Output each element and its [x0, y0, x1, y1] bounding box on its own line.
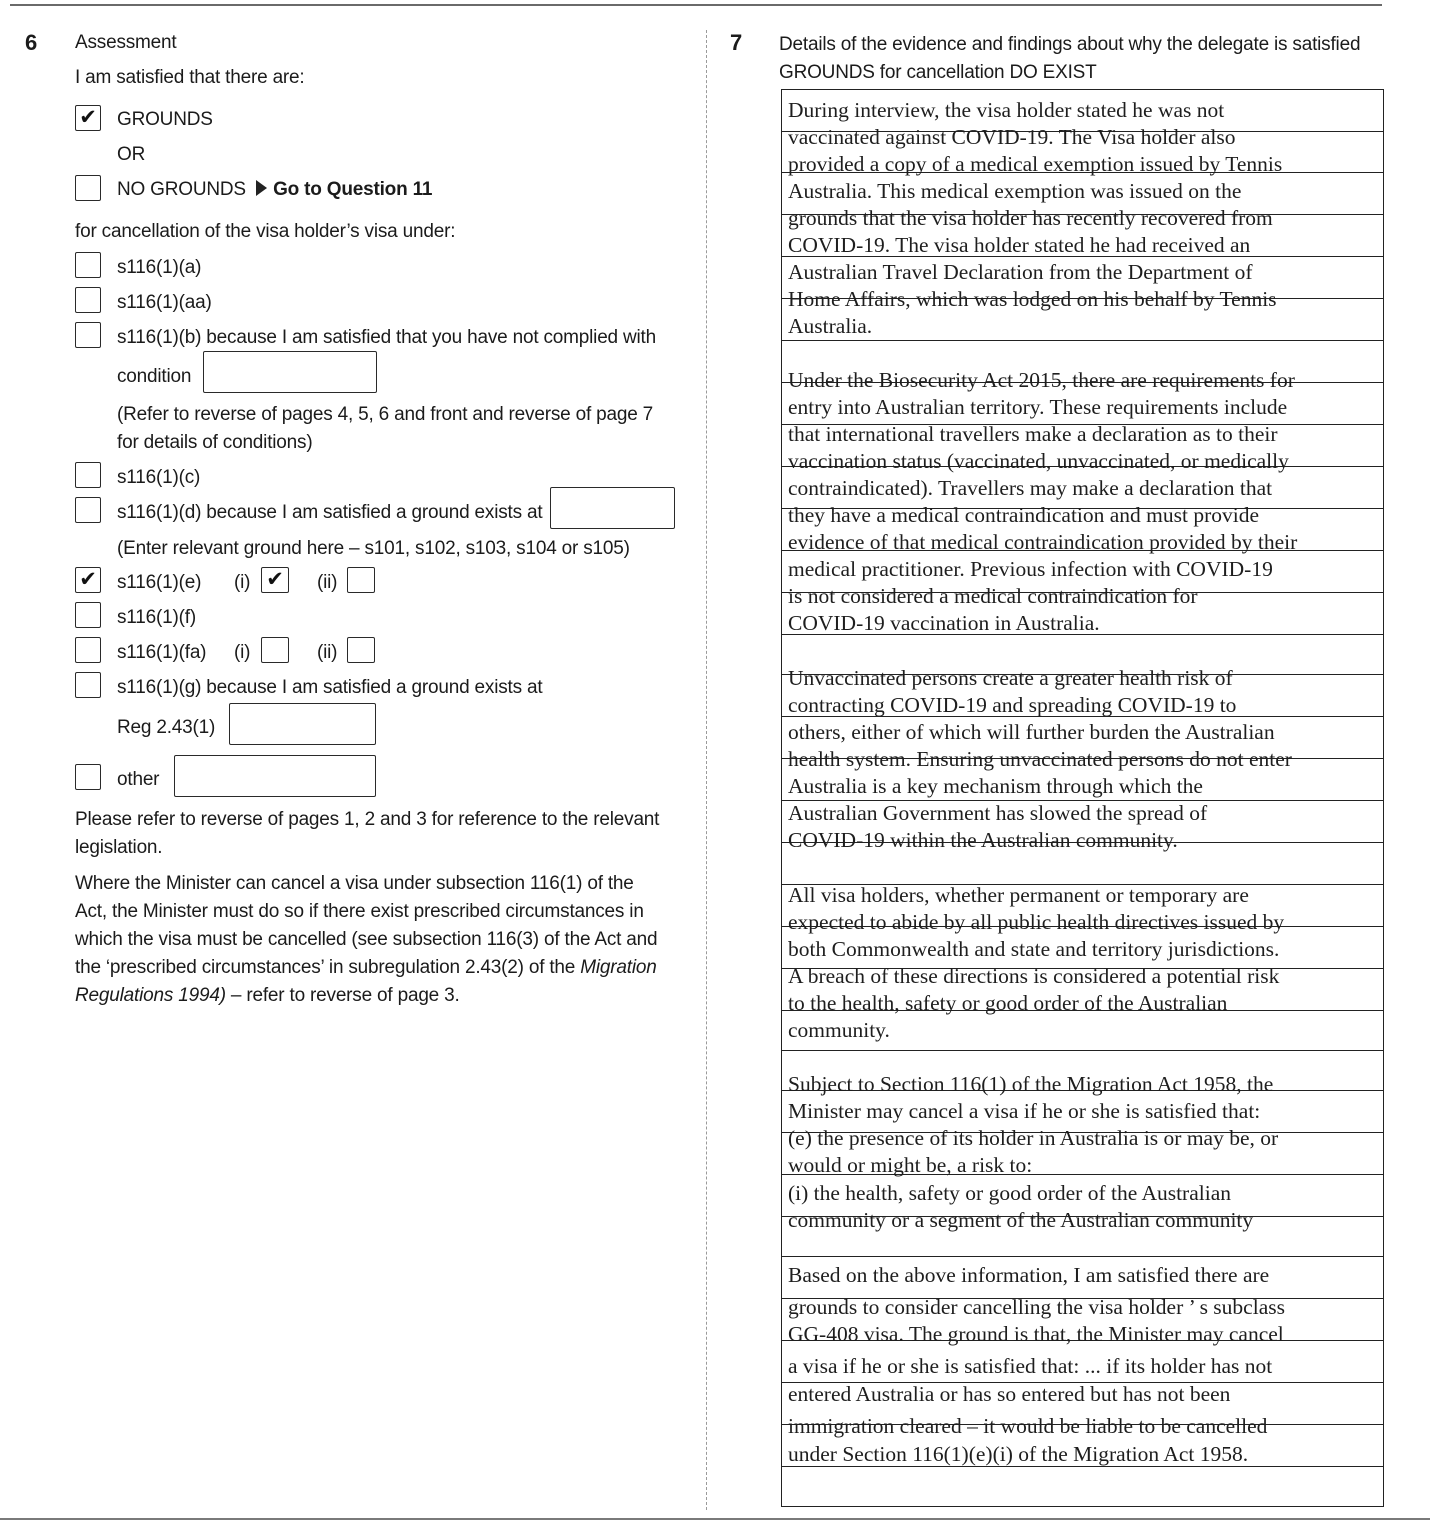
condition-field[interactable]: [203, 351, 377, 393]
evidence-line: COVID-19 within the Australian community.: [788, 828, 1178, 852]
question-6-number: 6: [25, 30, 38, 55]
grounds-label: GROUNDS: [117, 109, 213, 130]
evidence-line: A breach of these directions is considered a potential risk: [788, 964, 1280, 988]
evidence-line: COVID-19 vaccination in Australia.: [788, 611, 1100, 635]
refer-note: Please refer to reverse of pages 1, 2 and 3 for reference to the relevant legislation.: [75, 809, 660, 858]
condition-note-1: (Refer to reverse of pages 4, 5, 6 and front and reverse of page 7: [117, 404, 654, 425]
evidence-line: Based on the above information, I am satisfied there are: [788, 1263, 1270, 1287]
option-aa-label: s116(1)(aa): [117, 292, 212, 313]
evidence-line: (i) the health, safety or good order of the Australian: [788, 1181, 1231, 1205]
evidence-line: All visa holders, whether permanent or temporary are: [788, 883, 1249, 907]
option-e-label: s116(1)(e): [117, 572, 202, 593]
evidence-line: contracting COVID-19 and spreading COVID-19 to: [788, 693, 1237, 717]
evidence-line: immigration cleared – it would be liable to be cancelled: [788, 1414, 1268, 1438]
evidence-line: community or a segment of the Australian community: [788, 1208, 1254, 1232]
option-fa-ii-label: (ii): [317, 642, 338, 663]
or-label: OR: [117, 144, 146, 165]
evidence-line: vaccination status (vaccinated, unvaccinated, or medically: [788, 449, 1289, 473]
other-label: other: [117, 769, 160, 790]
no-grounds-checkbox[interactable]: [75, 175, 101, 201]
option-e-ii-label: (ii): [317, 572, 338, 593]
bottom-rule: [0, 1518, 1430, 1520]
condition-label: condition: [117, 366, 192, 387]
option-fa-i-checkbox[interactable]: [261, 637, 289, 663]
evidence-line: both Commonwealth and state and territory jurisdictions.: [788, 937, 1280, 961]
ruled-line: [782, 340, 1383, 341]
evidence-line: Unvaccinated persons create a greater health risk of: [788, 666, 1233, 690]
evidence-line: Australian Government has slowed the spread of: [788, 801, 1208, 825]
evidence-line: Australia.: [788, 314, 873, 338]
question-7-number: 7: [730, 30, 743, 55]
reg-label: Reg 2.43(1): [117, 717, 216, 738]
evidence-line: is not considered a medical contraindication for: [788, 584, 1198, 608]
evidence-line: would or might be, a risk to:: [788, 1153, 1033, 1177]
evidence-line: that international travellers make a declaration as to their: [788, 422, 1278, 446]
column-divider: [706, 30, 707, 1510]
option-e-i-label: (i): [234, 572, 251, 593]
option-fa-checkbox[interactable]: [75, 637, 101, 663]
evidence-line: COVID-19. The visa holder stated he had received an: [788, 233, 1251, 257]
evidence-line: they have a medical contraindication and must provide: [788, 503, 1260, 527]
condition-note-2: for details of conditions): [117, 432, 313, 453]
option-b-checkbox[interactable]: [75, 322, 101, 348]
top-rule: [10, 4, 1382, 6]
evidence-line: to the health, safety or good order of the Australian: [788, 991, 1228, 1015]
option-d-checkbox[interactable]: [75, 497, 101, 523]
evidence-line: GG-408 visa. The ground is that, the Minister may cancel: [788, 1322, 1284, 1346]
ruled-line: [782, 1256, 1383, 1257]
evidence-findings-box[interactable]: [781, 89, 1384, 1507]
other-field[interactable]: [174, 755, 376, 797]
option-aa-checkbox[interactable]: [75, 287, 101, 313]
for-cancellation-text: for cancellation of the visa holder’s visa under:: [75, 221, 456, 242]
option-f-label: s116(1)(f): [117, 607, 196, 628]
option-g-checkbox[interactable]: [75, 672, 101, 698]
evidence-line: Australian Travel Declaration from the Department of: [788, 260, 1253, 284]
question-7-heading-2: GROUNDS for cancellation DO EXIST: [779, 62, 1097, 83]
evidence-line: evidence of that medical contraindication provided by their: [788, 530, 1298, 554]
evidence-line: Australia. This medical exemption was issued on the: [788, 179, 1242, 203]
evidence-line: provided a copy of a medical exemption issued by Tennis: [788, 152, 1283, 176]
evidence-line: a visa if he or she is satisfied that: ... if its holder has not: [788, 1354, 1273, 1378]
evidence-line: (e) the presence of its holder in Australia is or may be, or: [788, 1126, 1279, 1150]
option-g-label: s116(1)(g) because I am satisfied a ground exists at: [117, 677, 543, 698]
evidence-line: Australia is a key mechanism through which the: [788, 774, 1203, 798]
reg-field[interactable]: [229, 703, 376, 745]
goto-question-11: Go to Question 11: [273, 179, 433, 200]
question-7-heading-1: Details of the evidence and findings about why the delegate is satisfied: [779, 34, 1361, 55]
evidence-line: vaccinated against COVID-19. The Visa holder also: [788, 125, 1236, 149]
evidence-line: entered Australia or has so entered but has not been: [788, 1382, 1231, 1406]
option-b-label: s116(1)(b) because I am satisfied that you have not complied with: [117, 327, 656, 348]
option-e-checkbox[interactable]: ✔: [75, 567, 101, 593]
option-fa-ii-checkbox[interactable]: [347, 637, 375, 663]
evidence-line: Subject to Section 116(1) of the Migration Act 1958, the: [788, 1072, 1274, 1096]
evidence-line: under Section 116(1)(e)(i) of the Migration Act 1958.: [788, 1442, 1249, 1466]
option-c-label: s116(1)(c): [117, 467, 201, 488]
evidence-line: others, either of which will further burden the Australian: [788, 720, 1275, 744]
satisfied-intro: I am satisfied that there are:: [75, 67, 305, 88]
option-e-i-checkbox[interactable]: ✔: [261, 567, 289, 593]
option-d-label: s116(1)(d) because I am satisfied a ground exists at: [117, 502, 543, 523]
evidence-line: grounds that the visa holder has recently recovered from: [788, 206, 1273, 230]
ground-note: (Enter relevant ground here – s101, s102, s103, s104 or s105): [117, 538, 630, 559]
play-arrow-icon: [256, 180, 267, 196]
evidence-line: Minister may cancel a visa if he or she is satisfied that:: [788, 1099, 1261, 1123]
option-e-ii-checkbox[interactable]: [347, 567, 375, 593]
ruled-line: [782, 1050, 1383, 1051]
evidence-line: medical practitioner. Previous infection with COVID-19: [788, 557, 1273, 581]
grounds-checkbox[interactable]: ✔: [75, 105, 101, 131]
evidence-line: contraindicated). Travellers may make a declaration that: [788, 476, 1273, 500]
option-fa-i-label: (i): [234, 642, 251, 663]
option-f-checkbox[interactable]: [75, 602, 101, 628]
evidence-line: expected to abide by all public health directives issued by: [788, 910, 1285, 934]
ground-field[interactable]: [550, 487, 675, 529]
evidence-line: health system. Ensuring unvaccinated persons do not enter: [788, 747, 1292, 771]
evidence-line: community.: [788, 1018, 890, 1042]
evidence-line: Home Affairs, which was lodged on his behalf by Tennis: [788, 287, 1277, 311]
option-a-label: s116(1)(a): [117, 257, 202, 278]
option-a-checkbox[interactable]: [75, 252, 101, 278]
option-c-checkbox[interactable]: [75, 462, 101, 488]
evidence-line: grounds to consider cancelling the visa holder ’ s subclass: [788, 1295, 1285, 1319]
assessment-title: Assessment: [75, 32, 177, 53]
evidence-line: Under the Biosecurity Act 2015, there are requirements for: [788, 368, 1295, 392]
minister-paragraph: Where the Minister can cancel a visa under subsection 116(1) of the Act, the Minister must do so if there exist prescribed circumstances in which the visa must be cancelled (see subsection 116(3) of the Act and the ‘prescribed circumstances’ in subregulation 2.43(2) of the Migration Regulations 1994) – refer to reverse of page 3.: [75, 873, 658, 1006]
evidence-line: entry into Australian territory. These requirements include: [788, 395, 1288, 419]
no-grounds-label: NO GROUNDS Go to Question 11: [117, 179, 433, 200]
other-checkbox[interactable]: [75, 764, 101, 790]
option-fa-label: s116(1)(fa): [117, 642, 207, 663]
evidence-line: During interview, the visa holder stated he was not: [788, 98, 1225, 122]
